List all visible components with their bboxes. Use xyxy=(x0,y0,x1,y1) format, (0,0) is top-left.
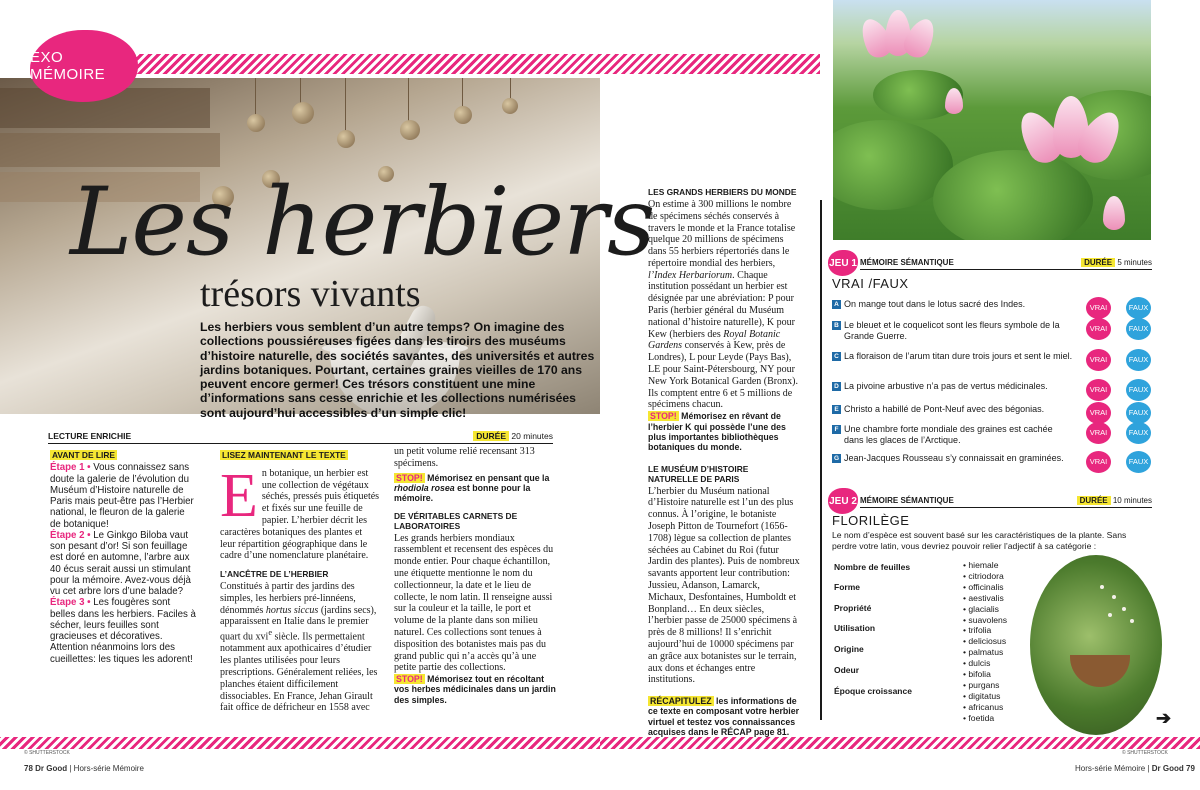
grands-herbiers-paragraph xyxy=(648,199,800,411)
faux-button[interactable]: FAUX xyxy=(1126,379,1151,401)
lisez-paragraph-2 xyxy=(220,581,380,714)
section-lecture-bar xyxy=(48,428,553,444)
series-right: Hors-série Mémoire | xyxy=(1075,764,1150,773)
col3-top-paragraph: un petit volume relié recensant 313 spécimens. xyxy=(394,446,535,469)
stop-1 xyxy=(394,473,556,504)
adjective-item[interactable]: • trifolia xyxy=(963,625,992,636)
folio-right xyxy=(1075,764,1195,773)
question-row xyxy=(832,381,1152,405)
question-text: On mange tout dans le lotus sacré des Indes. xyxy=(844,299,1026,309)
series-left: | Hors-série Mémoire xyxy=(69,764,144,773)
step-3-label: Étape 3 • xyxy=(50,597,91,609)
adjective-item[interactable]: • africanus xyxy=(963,701,1004,712)
question-letter: D xyxy=(832,382,841,391)
brand-right: Dr Good xyxy=(1151,764,1184,773)
jeu-1-label: MÉMOIRE SÉMANTIQUE xyxy=(860,258,954,267)
avant-de-lire-heading: AVANT DE LIRE xyxy=(52,450,115,460)
jeu-1-duration-tag: DURÉE xyxy=(1081,258,1115,267)
header-stripe xyxy=(130,54,820,74)
lisez-column xyxy=(220,450,380,714)
page-number-left: 78 xyxy=(24,764,33,773)
adjective-item[interactable]: • digitatus xyxy=(963,690,1001,701)
question-row xyxy=(832,424,1152,448)
question-letter: F xyxy=(832,425,841,434)
flower-dot xyxy=(1112,595,1116,599)
step-2 xyxy=(50,530,198,598)
category-label[interactable]: Forme xyxy=(834,582,860,592)
monde-italic-2: Royal Botanic Gardens xyxy=(648,328,781,352)
p2-part-b: (jardins secs), apparaissent en Italie dans le premier quart du xvi xyxy=(220,604,377,643)
adjective-item[interactable]: • foetida xyxy=(963,712,995,723)
vrai-button[interactable]: VRAI xyxy=(1086,297,1111,319)
category-label[interactable]: Odeur xyxy=(834,665,860,675)
question-text: Le bleuet et le coquelicot sont les fleurs symbole de la Grande Guerre. xyxy=(844,320,1060,341)
adjective-item[interactable]: • officinalis xyxy=(963,581,1004,592)
adjective-item[interactable]: • deliciosus xyxy=(963,636,1007,647)
stop-3-text: Mémorisez en rêvant de l’herbier K qui possède l’une des plus importantes bibliothèques botaniques du monde. xyxy=(648,411,786,453)
grands-herbiers-heading: LES GRANDS HERBIERS DU MONDE xyxy=(648,187,797,197)
stop-1-italic: rhodiola rosea xyxy=(394,482,455,493)
dried-flower-bud xyxy=(292,102,314,124)
adjective-item[interactable]: • glacialis xyxy=(963,603,999,614)
article-intro: Les herbiers vous semblent d’un autre temps? On imagine des collections poussiéreuses figées dans les tiroirs des muséums d’histoire naturelle, des sociétés savantes, des universités et autres jardins botaniques. Pourtant, certaines graines vieilles de 170 ans peuvent encore germer! Ces trésors constituent une mine d’informations sans cesse enrichie et les collections numérisées sont aujourd’hui accessibles d’un simple clic! xyxy=(200,320,595,420)
jeu-1-header xyxy=(860,256,1152,270)
question-letter: G xyxy=(833,454,840,462)
category-label[interactable]: Utilisation xyxy=(834,623,876,633)
step-3 xyxy=(50,597,198,665)
column-3 xyxy=(394,446,556,705)
stop-1-text-a: Mémorisez en pensant que la xyxy=(424,472,550,483)
faux-button[interactable]: FAUX xyxy=(1126,297,1151,319)
lotus-petal xyxy=(1103,196,1125,230)
duration-tag: DURÉE xyxy=(473,431,509,441)
question-letter: B xyxy=(832,321,841,330)
footer-stripe-left xyxy=(0,737,600,749)
lisez-p1-text: n botanique, un herbier est une collection de végétaux séchés, pressés puis étiquetés et fixés sur une feuille de papier. L’herbier décrit les caractères botaniques des plantes et leur répartition géographique dans le cadre d’une nomenclature planétaire. xyxy=(220,467,380,562)
step-1 xyxy=(50,462,198,530)
adjective-item[interactable]: • dulcis xyxy=(963,658,991,669)
folio-left xyxy=(24,764,144,773)
p2-italic: hortus siccus xyxy=(265,604,319,616)
adjective-item[interactable]: • purgans xyxy=(963,679,1000,690)
vrai-button[interactable]: VRAI xyxy=(1086,349,1111,371)
question-text: Christo a habillé de Pont-Neuf avec des bégonias. xyxy=(844,404,1045,414)
flower-dot xyxy=(1100,585,1104,589)
carnets-heading: DE VÉRITABLES CARNETS DE LABORATOIRES xyxy=(394,510,518,531)
jeu-2-label: MÉMOIRE SÉMANTIQUE xyxy=(860,496,954,505)
footer-stripe-right xyxy=(600,737,1200,749)
dried-flower-stem xyxy=(255,78,256,118)
section-label: LECTURE ENRICHIE xyxy=(48,430,132,441)
adjective-item[interactable]: • hiemale xyxy=(963,560,999,570)
jeu-2-duration-tag: DURÉE xyxy=(1077,496,1111,505)
adjective-item[interactable]: • aestivalis xyxy=(963,592,1004,603)
step-2-text: Le Ginkgo Biloba vaut son pesant d’or! Si son feuillage est doré en automne, l’arbre aux 40 écus serait aussi un stimulant pour la mémoire. Avez-vous déjà vu cet arbre lors d’une balade? xyxy=(50,529,191,597)
faux-button[interactable]: FAUX xyxy=(1126,349,1151,371)
flower-dot xyxy=(1108,613,1112,617)
p2-part-a: Constitués à partir des jardins des simples, les herbiers pré-linnéens, dénommés xyxy=(220,581,356,616)
question-text: Jean-Jacques Rousseau s’y connaissait en graminées. xyxy=(844,453,1064,463)
stop-1-label: STOP! xyxy=(396,472,423,483)
adjective-item[interactable]: • citriodora xyxy=(963,570,1004,581)
adjective-item[interactable]: • bifolia xyxy=(963,669,991,679)
vrai-button[interactable]: VRAI xyxy=(1086,379,1111,401)
jeu-2-badge: JEU 2 xyxy=(828,488,858,514)
carnets-paragraph: Les grands herbiers mondiaux rassemblent et recensent des espèces du monde entier. Pour chaque échantillon, une étiquette mentionne le nom du collectionneur, la date et le lieu de collecte, le nom latin. Il renseigne aussi sur la couleur et la taille, le port et volume de la plante dans son milieu naturel. Ces collections sont tenues à disposition des botanistes mais pas du grand public qui n’a accès qu’à une petite partie des collections. xyxy=(394,532,554,674)
book-stack-shape xyxy=(0,133,220,167)
category-label[interactable]: Propriété xyxy=(834,603,872,613)
brand-left: Dr Good xyxy=(35,764,68,773)
column-divider xyxy=(820,200,822,720)
museum-paragraph: L’herbier du Muséum national d’Histoire naturelle est l’un des plus connus. À l’origine, le botaniste Joseph Pitton de Tournefort (1656-1708) lègue sa collection de plantes séchées au Cabinet du Roi (futur Jardin des plantes). Puis de nombreux savants apportent leur contribution: Jussieu, Adanson, Lamarck, Michaux, Desfontaines, Humboldt et Bonpland… En deux siècles, l’herbier passe de 25000 spécimens à près de 8 millions! Il s’enrichit aujourd’hui de 10000 spécimens par an grâce aux botanistes sur le terrain, aux dons et échanges entre institutions. xyxy=(648,485,800,686)
article-title: Les herbiers xyxy=(70,168,655,277)
vrai-button[interactable]: VRAI xyxy=(1086,402,1111,424)
faux-button[interactable]: FAUX xyxy=(1126,422,1151,444)
dried-flower-bud xyxy=(400,120,420,140)
flower-dot xyxy=(1122,607,1126,611)
next-page-arrow-icon[interactable]: ➔ xyxy=(1156,708,1172,728)
museum-heading: LE MUSÉUM D’HISTOIRE NATURELLE DE PARIS xyxy=(648,463,749,484)
dried-flower-bud xyxy=(337,130,355,148)
stop-2-text: Mémorisez tout en récoltant vos herbes médicinales dans un jardin des simples. xyxy=(394,674,556,705)
dried-flower-stem xyxy=(345,78,346,133)
monde-italic: l’Index Herbariorum xyxy=(648,269,733,281)
stop-2-label: STOP! xyxy=(396,674,423,685)
question-row xyxy=(832,453,1152,477)
jeu-2-instructions: Le nom d’espèce est souvent basé sur les caractéristiques de la plante. Sans perdre votre latin, vous devriez pouvoir relier l’adjectif à sa catégorie : xyxy=(832,530,1127,551)
question-letter: A xyxy=(832,300,841,309)
jeu-2-duration-value: 10 minutes xyxy=(1112,496,1152,505)
category-label[interactable]: Origine xyxy=(834,644,864,654)
step-3-text: Les fougères sont belles dans les herbiers. Faciles à sécher, leurs feuilles sont gracieuses et décoratives. Attention néanmoins lors des cueillettes: les tiques les adorent! xyxy=(50,597,196,665)
p2-sup: e xyxy=(268,628,273,638)
step-2-label: Étape 2 • xyxy=(50,529,91,541)
page-number-right: 79 xyxy=(1186,764,1195,773)
adjective-item[interactable]: • palmatus xyxy=(963,647,1004,658)
photo-credit-left: © SHUTTERSTOCK xyxy=(24,750,70,756)
vrai-button[interactable]: VRAI xyxy=(1086,318,1111,340)
flower-dot xyxy=(1130,619,1134,623)
stop-2 xyxy=(394,674,556,705)
dried-flower-stem xyxy=(408,78,409,123)
dried-flower-stem xyxy=(510,78,511,100)
herbs-mortar-image xyxy=(1030,555,1162,735)
photo-credit-right: © SHUTTERSTOCK xyxy=(1122,750,1168,756)
jeu-1-badge: JEU 1 xyxy=(828,250,858,276)
lotus-image xyxy=(833,0,1151,240)
dried-flower-bud xyxy=(454,106,472,124)
recap xyxy=(648,696,800,738)
category-label[interactable]: Nombre de feuilles xyxy=(834,562,911,572)
question-row xyxy=(832,320,1152,344)
section-duration xyxy=(473,431,553,441)
jeu-1-duration xyxy=(1081,258,1152,267)
avant-de-lire-column xyxy=(50,450,198,665)
dropcap-letter: E xyxy=(220,461,258,530)
faux-button[interactable]: FAUX xyxy=(1126,451,1151,473)
question-text: La pivoine arbustive n’a pas de vertus médicinales. xyxy=(844,381,1048,391)
stop-1-text-b: est bonne pour la mémoire. xyxy=(394,482,531,504)
exo-memoire-tab: EXO MÉMOIRE xyxy=(30,30,138,102)
column-4 xyxy=(648,188,800,738)
monde-part-a: On estime à 300 millions le nombre de spécimens séchés conservés à travers le monde et la France totalise quelque 20 millions de spécimens dans 55 herbiers répertoriés dans le répertoire mondial des herbiers, xyxy=(648,198,796,269)
duration-value: 20 minutes xyxy=(511,430,553,441)
ancetre-heading: L’ANCÊTRE DE L’HERBIER xyxy=(220,569,329,580)
lisez-paragraph-1 xyxy=(220,461,380,562)
jeu-2-title: FLORILÈGE xyxy=(832,513,910,528)
vrai-button[interactable]: VRAI xyxy=(1086,422,1111,444)
vrai-button[interactable]: VRAI xyxy=(1086,451,1111,473)
question-text: Une chambre forte mondiale des graines est cachée dans les glaces de l’Arctique. xyxy=(844,424,1053,445)
step-1-text: Vous connaissez sans doute la galerie de l’évolution du Muséum d’Histoire naturelle de Paris mais peut-être pas l’Herbier national, le fleuron de la galerie de botanique! xyxy=(50,462,194,530)
dried-flower-bud xyxy=(502,98,518,114)
faux-button[interactable]: FAUX xyxy=(1126,318,1151,340)
step-1-label: Étape 1 • xyxy=(50,462,91,474)
category-label[interactable]: Époque croissance xyxy=(834,686,912,696)
question-text: La floraison de l’arum titan dure trois jours et sent le miel. xyxy=(844,351,1073,361)
jeu-1-title: VRAI /FAUX xyxy=(832,276,909,291)
herb-bowl-shape xyxy=(1070,655,1130,687)
question-row xyxy=(832,351,1152,375)
p2-part-c: siècle. Ils permettaient notamment aux apothicaires d’étudier les plantes utilisées pour leurs prescriptions. Généralement reliées, les planches étaient difficilement dissociables. En France, Jehan Girault fait office de défricheur en 1558 avec xyxy=(220,631,378,714)
stop-3 xyxy=(648,411,800,453)
monde-part-b: . Chaque institution possédant un herbier est désignée par une abréviation: P pour Paris (herbier général du Muséum national d’histoire naturelle), K pour Kew (herbiers des xyxy=(648,269,795,340)
recap-label: RÉCAPITULEZ xyxy=(650,696,712,707)
jeu-1-duration-value: 5 minutes xyxy=(1117,258,1152,267)
adjective-item[interactable]: • suavolens xyxy=(963,614,1008,625)
lisez-heading: LISEZ MAINTENANT LE TEXTE xyxy=(222,450,346,460)
stop-3-label: STOP! xyxy=(650,411,677,422)
question-letter: C xyxy=(832,352,841,361)
monde-part-c: conservés à Kew, près de Londres), L pour Leyde (Pays Bas), LE pour Saint-Pétersbourg, NY pour New York Botanical Garden (Bronx). Ils comptent entre 6 et 5 millions de spécimens chacun. xyxy=(648,340,798,411)
article-subtitle: trésors vivants xyxy=(200,273,421,315)
jeu-2-header xyxy=(860,494,1152,508)
dried-flower-bud xyxy=(247,114,265,132)
jeu-2-duration xyxy=(1077,496,1152,505)
recap-text: les informations de ce texte en composant votre herbier virtuel et testez vos connaissances acquises dans le RÉCAP page 81. xyxy=(648,696,800,738)
faux-button[interactable]: FAUX xyxy=(1126,402,1151,424)
question-letter: E xyxy=(832,405,841,414)
